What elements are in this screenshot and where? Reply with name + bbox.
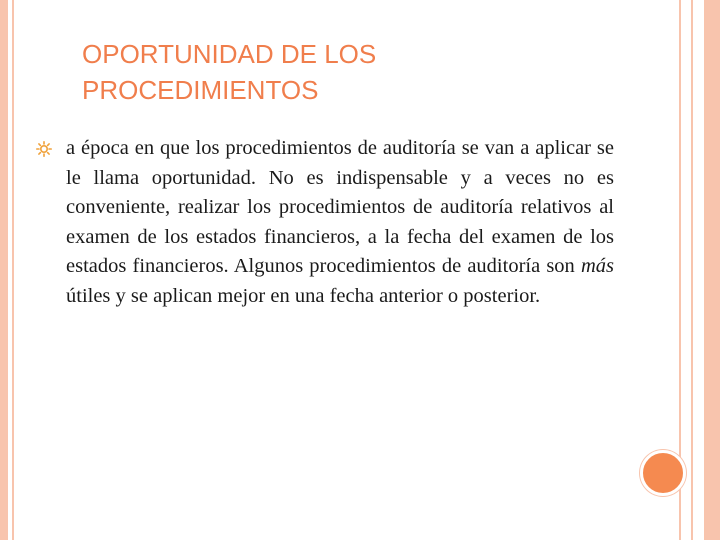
orange-circle-decoration: [640, 450, 686, 496]
right-border-stripe: [704, 0, 720, 540]
bullet-item: [36, 134, 614, 311]
slide-title: [82, 36, 642, 108]
left-border-stripe: [0, 0, 8, 540]
bullet-text: [66, 134, 614, 311]
bullet-text-part-1: a época en que los procedimientos de auditoría se van a aplicar se le llama oportunidad. No es indispensable y a veces no es conveniente, realizar los procedimientos de auditoría relativos al examen de los estados financieros, a la fecha del examen de los estados financieros. Algunos procedimientos de auditoría son: [66, 137, 614, 277]
right-border-line-2: [691, 0, 693, 540]
slide-title-line-2: PROCEDIMIENTOS: [82, 75, 319, 105]
slide-title-line-1: OPORTUNIDAD DE LOS: [82, 39, 377, 69]
bullet-text-emphasis: más: [580, 255, 614, 277]
sun-bullet-icon: [36, 141, 52, 157]
left-border-line: [12, 0, 14, 540]
bullet-text-part-2: útiles y se aplican mejor en una fecha anterior o posterior.: [66, 284, 541, 307]
